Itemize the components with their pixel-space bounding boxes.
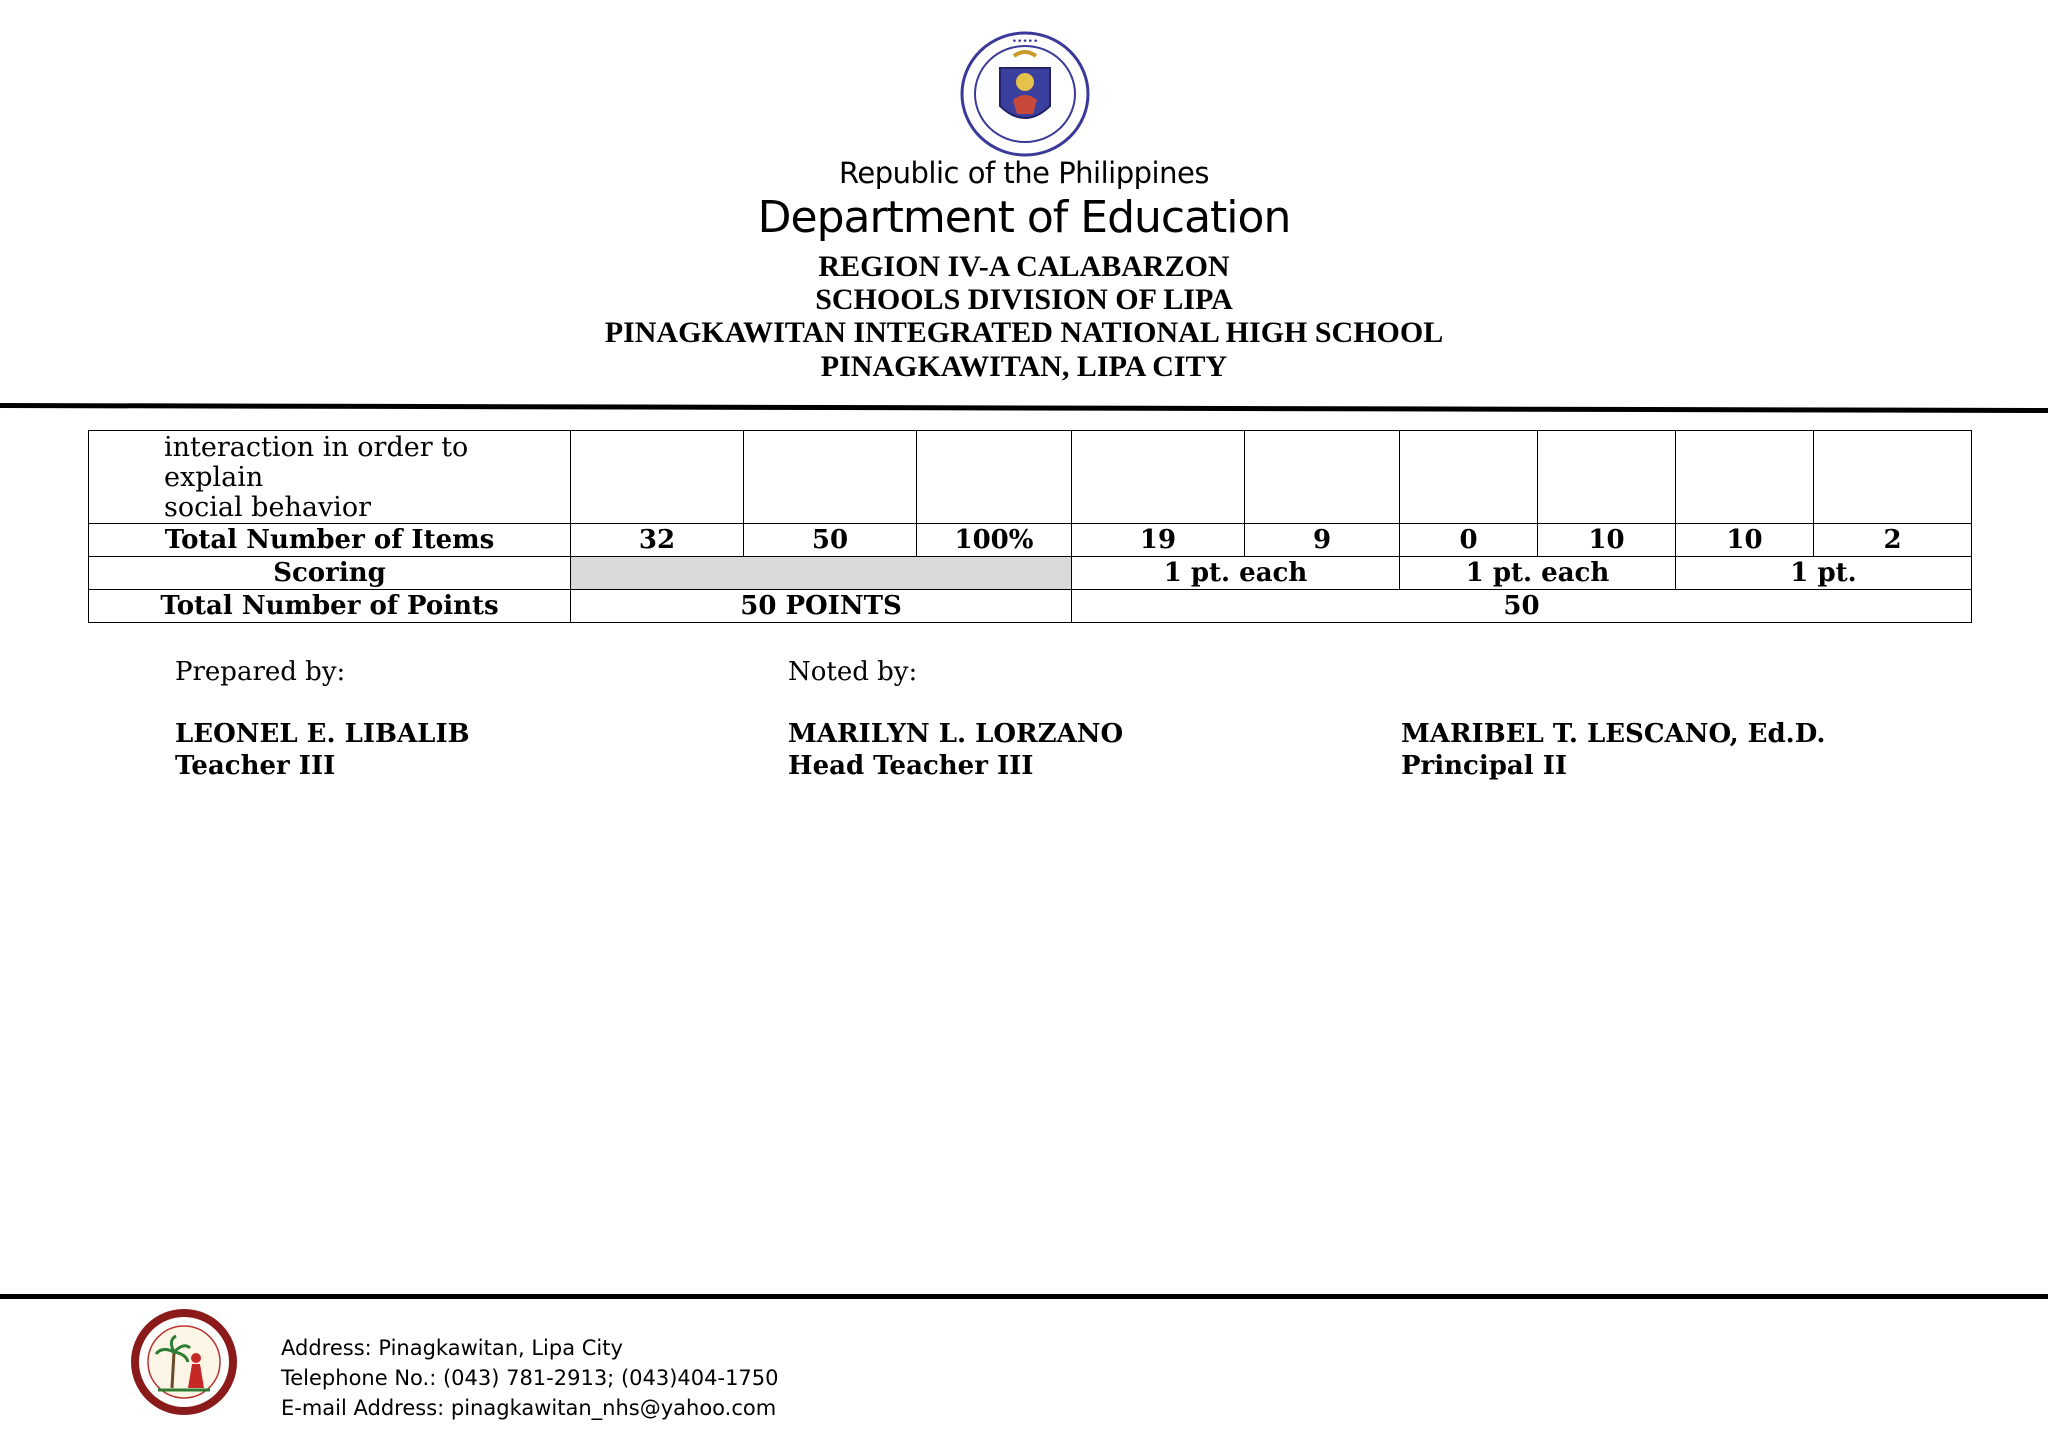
total-items-row: [89, 524, 1972, 557]
empty-cell: [744, 431, 917, 524]
region-line: REGION IV-A CALABARZON: [818, 250, 1230, 283]
empty-cell: [1538, 431, 1676, 524]
topic-line-1: interaction in order to explain: [164, 432, 469, 493]
school-name: PINAGKAWITAN INTEGRATED NATIONAL HIGH SCHOOL: [604, 316, 1444, 349]
total-points-row: [89, 590, 1972, 623]
svg-text:•••••: •••••: [1011, 37, 1039, 47]
total-items-value: 32: [571, 524, 744, 557]
noter-2-name: MARIBEL T. LESCANO, Ed.D.: [1401, 719, 1826, 749]
school-location: PINAGKAWITAN, LIPA CITY: [820, 350, 1228, 383]
topic-cell: [89, 431, 571, 524]
noter-1-name: MARILYN L. LORZANO: [788, 719, 1124, 749]
noter-1-title: Head Teacher III: [788, 751, 1034, 781]
total-items-value: 10: [1676, 524, 1814, 557]
footer-email: E-mail Address: pinagkawitan_nhs@yahoo.com: [281, 1396, 777, 1420]
total-items-value: 100%: [917, 524, 1072, 557]
empty-cell: [1072, 431, 1245, 524]
preparer-title: Teacher III: [175, 751, 336, 781]
empty-cell: [1814, 431, 1972, 524]
scoring-group-3: 1 pt.: [1676, 557, 1972, 590]
noted-by-label: Noted by:: [788, 657, 918, 687]
total-items-label: Total Number of Items: [89, 524, 571, 557]
school-seal-icon: [128, 1306, 240, 1418]
scoring-label: Scoring: [89, 557, 571, 590]
empty-cell: [917, 431, 1072, 524]
total-items-value: 19: [1072, 524, 1245, 557]
scoring-shaded-cell: [571, 557, 1072, 590]
division-line: SCHOOLS DIVISION OF LIPA: [815, 283, 1233, 316]
total-items-value: 9: [1245, 524, 1400, 557]
footer-telephone: Telephone No.: (043) 781-2913; (043)404-1750: [281, 1366, 779, 1390]
republic-line: Republic of the Philippines: [839, 156, 1209, 190]
total-items-value: 2: [1814, 524, 1972, 557]
footer-divider: [0, 1294, 2048, 1299]
empty-cell: [1400, 431, 1538, 524]
scoring-group-1: 1 pt. each: [1072, 557, 1400, 590]
total-points-label: Total Number of Points: [89, 590, 571, 623]
empty-cell: [571, 431, 744, 524]
scoring-group-2: 1 pt. each: [1400, 557, 1676, 590]
empty-cell: [1676, 431, 1814, 524]
total-items-value: 50: [744, 524, 917, 557]
noter-2-title: Principal II: [1401, 751, 1568, 781]
preparer-name: LEONEL E. LIBALIB: [175, 719, 470, 749]
topic-row: [89, 431, 1972, 524]
total-points-left: 50 POINTS: [571, 590, 1072, 623]
prepared-by-label: Prepared by:: [175, 657, 346, 687]
total-items-value: 0: [1400, 524, 1538, 557]
specification-table: [88, 430, 1972, 623]
empty-cell: [1245, 431, 1400, 524]
header-divider: [0, 403, 2048, 413]
footer-address: Address: Pinagkawitan, Lipa City: [281, 1336, 623, 1360]
total-items-value: 10: [1538, 524, 1676, 557]
total-points-right: 50: [1072, 590, 1972, 623]
department-title: Department of Education: [757, 192, 1291, 243]
topic-line-2: social behavior: [164, 492, 371, 523]
scoring-row: [89, 557, 1972, 590]
deped-seal-icon: [958, 30, 1092, 158]
